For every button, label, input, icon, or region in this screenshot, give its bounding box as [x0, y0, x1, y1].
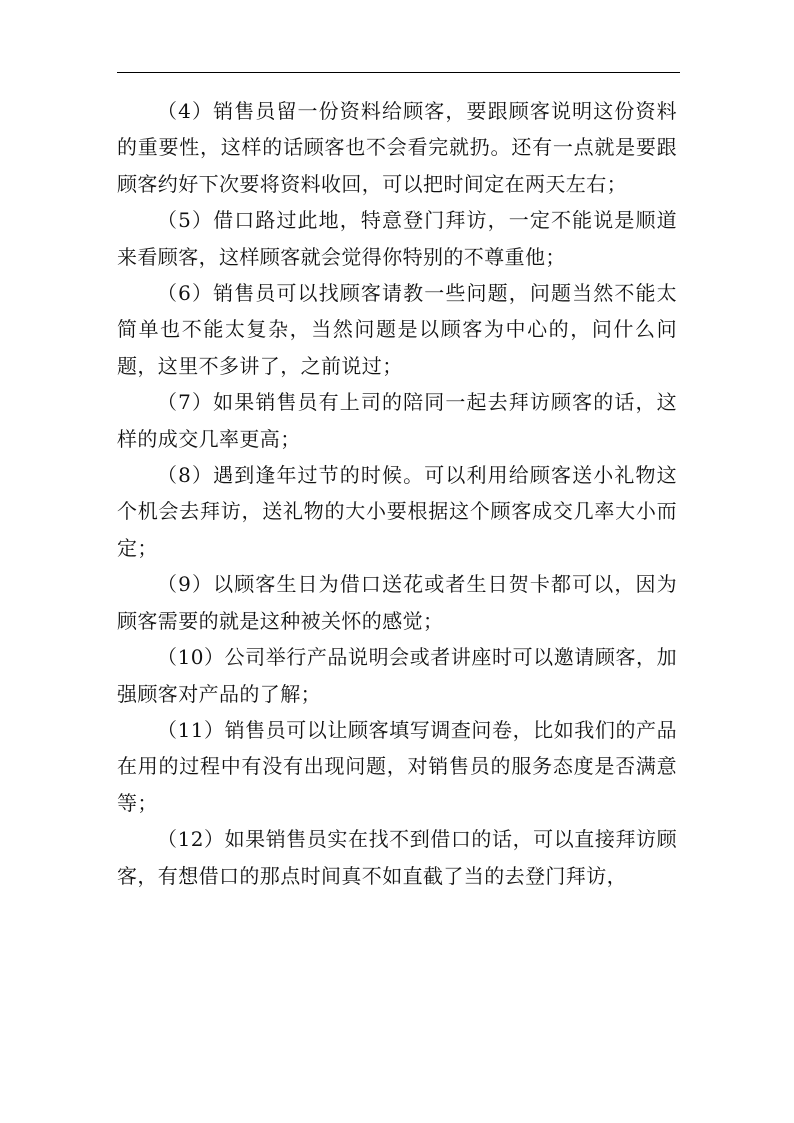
paragraph-item-4: （4）销售员留一份资料给顾客，要跟顾客说明这份资料的重要性，这样的话顾客也不会看完就扔。还有一点就是要跟顾客约好下次要将资料收回，可以把时间定在两天左右；	[117, 99, 677, 196]
paragraph-item-10: （10）公司举行产品说明会或者讲座时可以邀请顾客，加强顾客对产品的了解；	[117, 645, 677, 706]
paragraph-item-12: （12）如果销售员实在找不到借口的话，可以直接拜访顾客，有想借口的那点时间真不如直截了当的去登门拜访，	[117, 827, 677, 888]
header-rule	[117, 72, 680, 73]
paragraph-item-9: （9）以顾客生日为借口送花或者生日贺卡都可以，因为顾客需要的就是这种被关怀的感觉；	[117, 572, 677, 633]
document-body	[117, 93, 677, 894]
paragraph-item-11: （11）销售员可以让顾客填写调查问卷，比如我们的产品在用的过程中有没有出现问题，对销售员的服务态度是否满意等；	[117, 717, 677, 815]
paragraph-item-8: （8）遇到逢年过节的时候。可以利用给顾客送小礼物这个机会去拜访，送礼物的大小要根据这个顾客成交几率大小而定；	[117, 463, 677, 560]
paragraph-item-5: （5）借口路过此地，特意登门拜访，一定不能说是顺道来看顾客，这样顾客就会觉得你特别的不尊重他；	[117, 208, 677, 269]
paragraph-item-7: （7）如果销售员有上司的陪同一起去拜访顾客的话，这样的成交几率更高；	[117, 390, 677, 451]
paragraph-item-6: （6）销售员可以找顾客请教一些问题，问题当然不能太简单也不能太复杂，当然问题是以顾客为中心的，问什么问题，这里不多讲了，之前说过；	[117, 281, 677, 378]
